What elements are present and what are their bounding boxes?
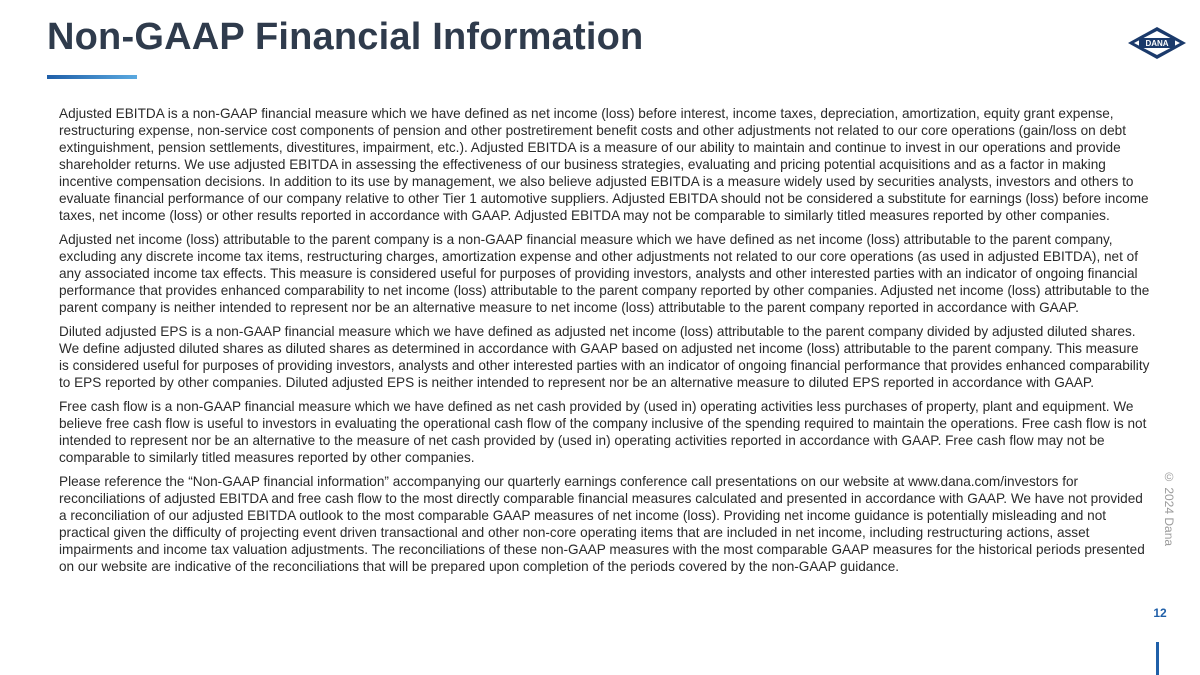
page-number: 12 bbox=[1153, 606, 1167, 620]
paragraph-adjusted-ebitda: Adjusted EBITDA is a non-GAAP financial measure which we have defined as net income (loss) before interest, income taxes, depreciation, amortization, equity grant expense, restructuring expense, non-service cost components of pension and other postretirement benefit costs and other adjustments not related to our core operations (gain/loss on debt extinguishment, pension settlements, divestitures, impairment, etc.). Adjusted EBITDA is a measure of our ability to maintain and continue to invest in our operations and provide shareholder returns. We use adjusted EBITDA in assessing the effectiveness of our business strategies, evaluating and pricing potential acquisitions and as a factor in making incentive compensation decisions. In addition to its use by management, we also believe adjusted EBITDA is a measure widely used by securities analysts, investors and others to evaluate financial performance of our company relative to other Tier 1 automotive suppliers. Adjusted EBITDA should not be considered a substitute for earnings (loss) before income taxes, net income (loss) or other results reported in accordance with GAAP. Adjusted EBITDA may not be comparable to similarly titled measures reported by other companies. bbox=[59, 106, 1149, 223]
body-text bbox=[59, 105, 1151, 582]
copyright-notice: © 2024 Dana bbox=[1162, 470, 1176, 547]
logo-text: DANA bbox=[1145, 39, 1169, 49]
paragraph-diluted-adjusted-eps: Diluted adjusted EPS is a non-GAAP financial measure which we have defined as adjusted net income (loss) attributable to the parent company divided by adjusted diluted shares. We define adjusted diluted shares as diluted shares as determined in accordance with GAAP based on adjusted net income (loss) attributable to the parent company. This measure is considered useful for purposes of providing investors, analysts and other interested parties with an indicator of ongoing financial performance that provides enhanced comparability to EPS reported by other companies. Diluted adjusted EPS is neither intended to represent nor be an alternative measure to diluted EPS reported in accordance with GAAP. bbox=[59, 324, 1150, 390]
paragraph-free-cash-flow: Free cash flow is a non-GAAP financial measure which we have defined as net cash provided by (used in) operating activities less purchases of property, plant and equipment. We believe free cash flow is useful to investors in evaluating the operational cash flow of the company inclusive of the spending required to maintain the operations. Free cash flow is not intended to represent nor be an alternative to the measure of net cash provided by (used in) operating activities reported in accordance with GAAP. Free cash flow may not be comparable to similarly titled measures reported by other companies. bbox=[59, 399, 1147, 465]
title-underline bbox=[47, 75, 137, 79]
paragraph-reconciliation-reference: Please reference the “Non-GAAP financial information” accompanying our quarterly earnings conference call presentations on our website at www.dana.com/investors for reconciliations of adjusted EBITDA and free cash flow to the most directly comparable financial measures calculated and presented in accordance with GAAP. We have not provided a reconciliation of our adjusted EBITDA outlook to the most comparable GAAP measures of net income (loss). Providing net income guidance is potentially misleading and not practical given the difficulty of projecting event driven transactional and other non-core operating items that are included in net income, including restructuring actions, asset impairments and income tax valuation adjustments. The reconciliations of these non-GAAP measures with the most comparable GAAP measures for the historical periods presented on our website are indicative of the reconciliations that will be prepared upon completion of the periods covered by the non-GAAP guidance. bbox=[59, 474, 1145, 574]
footer-accent-bar bbox=[1156, 642, 1159, 675]
page-title: Non-GAAP Financial Information bbox=[47, 16, 644, 58]
dana-logo bbox=[1127, 26, 1187, 60]
paragraph-adjusted-net-income: Adjusted net income (loss) attributable to the parent company is a non-GAAP financial measure which we have defined as net income (loss) attributable to the parent company, excluding any discrete income tax items, restructuring charges, amortization expense and other adjustments not related to our core operations (as used in adjusted EBITDA), net of any associated income tax effects. This measure is considered useful for purposes of providing investors, analysts and other interested parties with an indicator of ongoing financial performance that provides enhanced comparability to net income (loss) attributable to the parent company reported by other companies. Adjusted net income (loss) attributable to the parent company is neither intended to represent nor be an alternative measure to net income (loss) attributable to the parent company reported in accordance with GAAP. bbox=[59, 232, 1150, 315]
